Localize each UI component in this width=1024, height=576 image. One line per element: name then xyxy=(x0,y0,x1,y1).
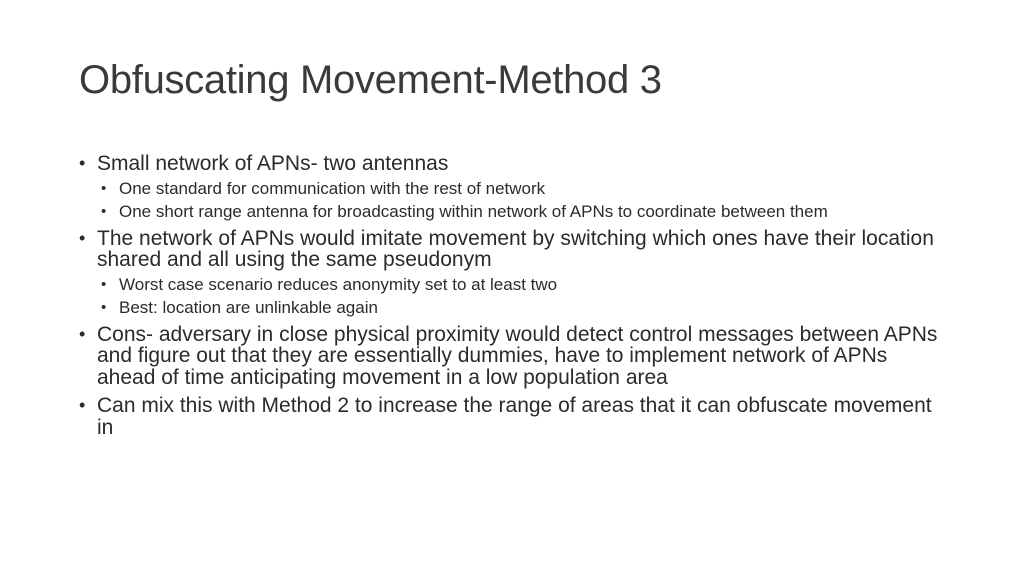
bullet-text: The network of APNs would imitate movement by switching which ones have their location shared and all using the same pseudonym xyxy=(97,226,934,271)
sub-bullet-text: One standard for communication with the rest of network xyxy=(119,178,546,198)
sub-bullet-text: Worst case scenario reduces anonymity set to at least two xyxy=(119,274,558,294)
bullet-text: Cons- adversary in close physical proximity would detect control messages between APNs and figure out that they are essentially dummies, have to implement network of APNs ahead of time anticipating movement in a low population area xyxy=(97,322,938,389)
sub-bullet-text: Best: location are unlinkable again xyxy=(119,297,378,317)
sub-bullet-dot-icon: • xyxy=(101,298,107,316)
bullet-item xyxy=(79,324,939,389)
sub-bullet-item xyxy=(79,299,939,317)
sub-bullet-item xyxy=(79,276,939,294)
sub-bullet-item xyxy=(79,203,939,221)
sub-bullet-dot-icon: • xyxy=(101,202,107,220)
bullet-dot-icon: • xyxy=(79,395,86,415)
bullet-item xyxy=(79,228,939,271)
bullet-item xyxy=(79,153,939,175)
bullet-dot-icon: • xyxy=(79,227,86,248)
bullet-dot-icon: • xyxy=(79,323,86,344)
bullet-dot-icon: • xyxy=(79,153,86,173)
bullet-text: Can mix this with Method 2 to increase the range of areas that it can obfuscate movement in xyxy=(97,394,932,439)
sub-bullet-dot-icon: • xyxy=(101,275,107,293)
slide-body xyxy=(79,153,939,438)
slide-title: Obfuscating Movement-Method 3 xyxy=(79,58,662,102)
sub-bullet-text: One short range antenna for broadcasting within network of APNs to coordinate between them xyxy=(119,201,828,221)
bullet-text: Small network of APNs- two antennas xyxy=(97,152,449,175)
sub-bullet-item xyxy=(79,180,939,198)
sub-bullet-dot-icon: • xyxy=(101,179,107,197)
bullet-item xyxy=(79,395,939,438)
